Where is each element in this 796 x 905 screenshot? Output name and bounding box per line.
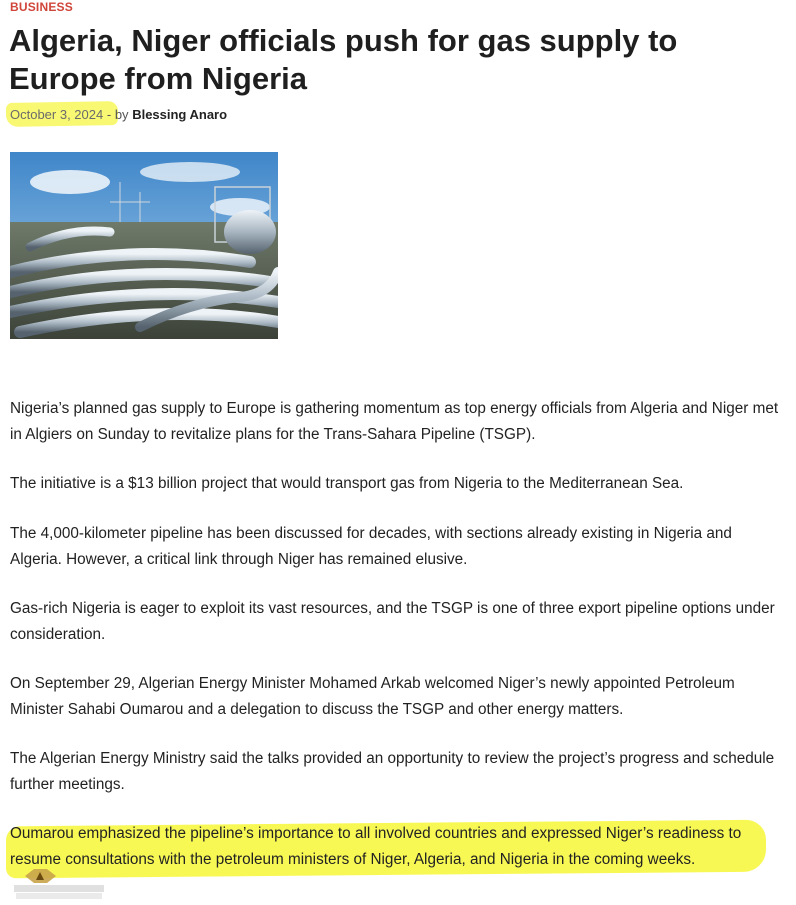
paragraph-1: Nigeria’s planned gas supply to Europe is gathering momentum as top energy officials from Algeria and Niger met in Algiers on Sunday to revitalize plans for the Trans-Sahara Pipeline (TSGP). — [10, 400, 779, 443]
paragraph-6: The Algerian Energy Ministry said the talks provided an opportunity to review the project’s progress and schedule further meetings. — [10, 750, 775, 793]
watermark-logo — [14, 866, 104, 900]
article-meta — [10, 107, 227, 122]
paragraph-3: The 4,000-kilometer pipeline has been discussed for decades, with sections already existing in Nigeria and Algeria. However, a critical link through Niger has remained elusive. — [10, 525, 732, 568]
paragraph-2: The initiative is a $13 billion project that would transport gas from Nigeria to the Mediterranean Sea. — [10, 475, 684, 492]
meta-separator: - — [106, 107, 112, 122]
paragraph-4: Gas-rich Nigeria is eager to exploit its vast resources, and the TSGP is one of three export pipeline options under consideration. — [10, 600, 775, 643]
byline-prefix: by — [114, 107, 129, 122]
paragraph-7: Oumarou emphasized the pipeline’s importance to all involved countries and expressed Niger’s readiness to resume consultations with the petroleum ministers of Niger, Algeria, and Nigeria in the coming weeks. — [10, 825, 742, 868]
category-label[interactable]: BUSINESS — [10, 0, 73, 14]
publish-date[interactable]: October 3, 2024 — [10, 107, 104, 122]
paragraph-5: On September 29, Algerian Energy Minister Mohamed Arkab welcomed Niger’s newly appointed Petroleum Minister Sahabi Oumarou and a delegation to discuss the TSGP and other energy matters. — [10, 675, 735, 718]
article-image-gas-pipelines — [10, 152, 278, 339]
author-name[interactable]: Blessing Anaro — [132, 107, 228, 122]
article-title: Algeria, Niger officials push for gas supply to Europe from Nigeria — [9, 23, 678, 96]
